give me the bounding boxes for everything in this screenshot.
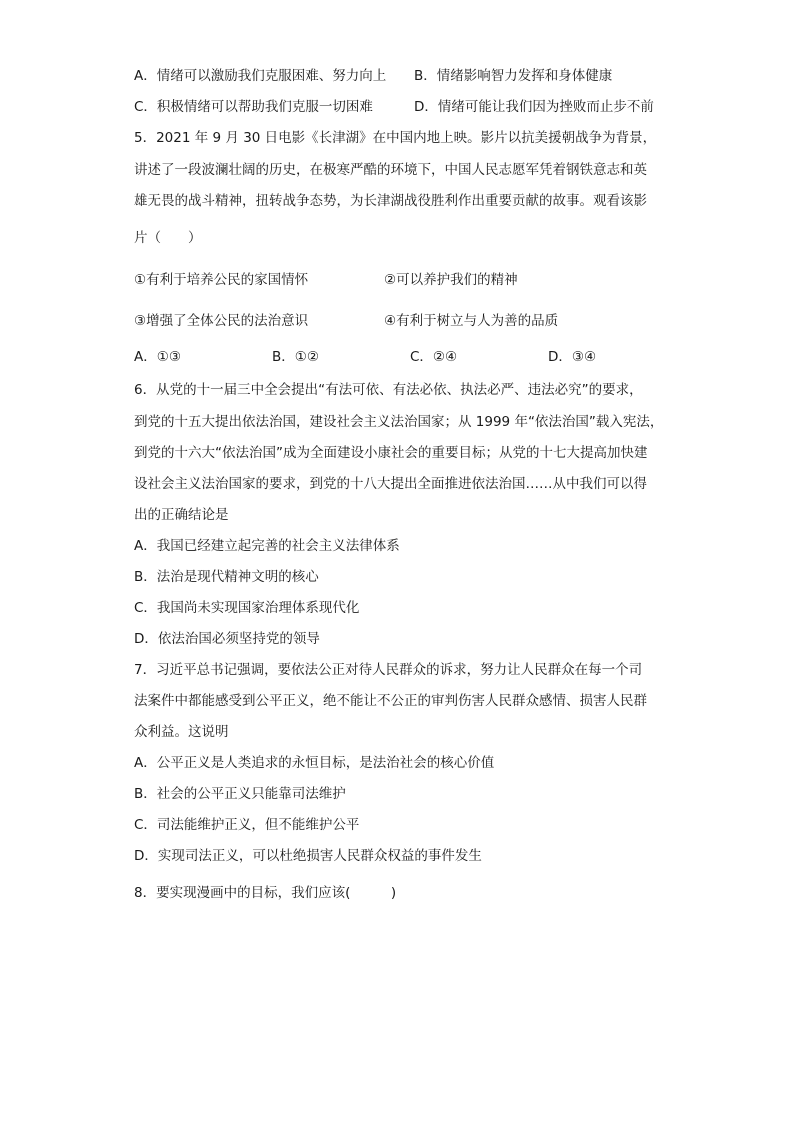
q7-stem-line-3: 众利益。这说明 [134,724,229,740]
q6-stem-line-5: 出的正确结论是 [134,507,229,523]
q5-stem-line-3: 雄无畏的战斗精神，扭转战争态势，为长津湖战役胜利作出重要贡献的故事。观看该影 [134,193,647,209]
q5-option-c: C．②④ [410,349,458,365]
q7-option-a: A．公平正义是人类追求的永恒目标，是法治社会的核心价值 [134,755,495,771]
q5-stem-line-1: 5．2021 年 9 月 30 日电影《长津湖》在中国内地上映。影片以抗美援朝战争为背景， [134,130,657,146]
q6-option-a: A．我国已经建立起完善的社会主义法律体系 [134,538,400,554]
q6-option-c: C．我国尚未实现国家治理体系现代化 [134,600,360,616]
q5-statement-3: ③增强了全体公民的法治意识 [134,313,309,329]
q7-option-c: C．司法能维护正义，但不能维护公平 [134,817,360,833]
q4-option-d: D．情绪可能让我们因为挫败而止步不前 [414,99,654,115]
q4-option-b: B．情绪影响智力发挥和身体健康 [414,68,613,84]
q6-stem-line-4: 设社会主义法治国家的要求，到党的十八大提出全面推进依法治国……从中我们可以得 [134,476,647,492]
q5-statement-2: ②可以养护我们的精神 [384,272,518,288]
q6-stem-line-1: 6．从党的十一届三中全会提出“有法可依、有法必依、执法必严、违法必究”的要求， [134,382,643,398]
q4-option-a: A．情绪可以激励我们克服困难、努力向上 [134,68,387,84]
q4-option-c: C．积极情绪可以帮助我们克服一切困难 [134,99,373,115]
q7-option-d: D．实现司法正义，可以杜绝损害人民群众权益的事件发生 [134,848,482,864]
q5-stem-line-4: 片（ ） [134,230,202,246]
q7-stem-line-2: 法案件中都能感受到公平正义，绝不能让不公正的审判伤害人民群众感情、损害人民群 [134,693,647,709]
q5-option-d: D．③④ [548,349,597,365]
q5-option-a: A．①③ [134,349,181,365]
q6-option-b: B．法治是现代精神文明的核心 [134,569,319,585]
q6-stem-line-3: 到党的十六大“依法治国”成为全面建设小康社会的重要目标；从党的十七大提高加快建 [134,445,648,461]
q8-stem: 8．要实现漫画中的目标，我们应该( ) [134,885,397,901]
q6-stem-line-2: 到党的十五大提出依法治国，建设社会主义法治国家；从 1999 年“依法治国”载入宪法， [134,414,664,430]
q5-statement-1: ①有利于培养公民的家国情怀 [134,272,309,288]
q7-stem-line-1: 7．习近平总书记强调，要依法公正对待人民群众的诉求，努力让人民群众在每一个司 [134,662,643,678]
q5-option-b: B．①② [272,349,319,365]
q6-option-d: D．依法治国必须坚持党的领导 [134,631,320,647]
q5-statement-4: ④有利于树立与人为善的品质 [384,313,559,329]
q7-option-b: B．社会的公平正义只能靠司法维护 [134,786,346,802]
q5-stem-line-2: 讲述了一段波澜壮阔的历史，在极寒严酷的环境下，中国人民志愿军凭着钢铁意志和英 [134,162,647,178]
